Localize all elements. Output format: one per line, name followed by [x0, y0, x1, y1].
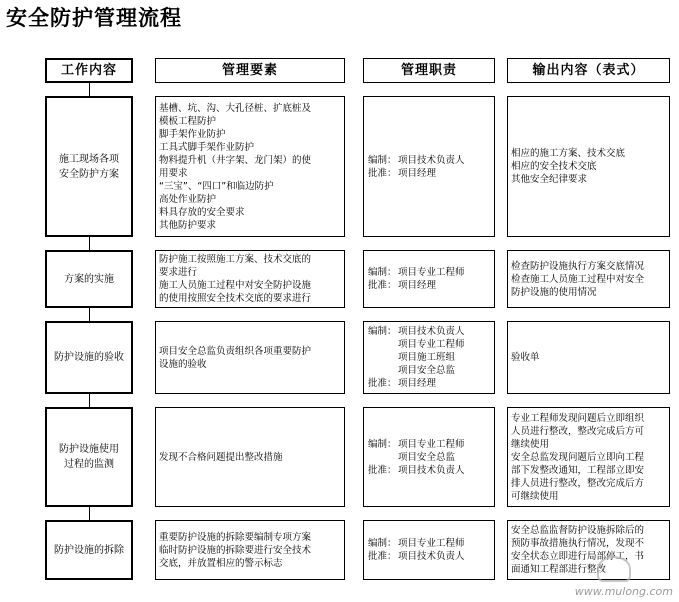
- output-line: 面通知工程部进行整改: [511, 564, 607, 575]
- page-title: 安全防护管理流程: [6, 6, 182, 30]
- duty-line: [368, 154, 490, 167]
- step-box-facility-acceptance: [45, 321, 133, 394]
- output-line: 排人员进行整改，整改完成后方: [511, 477, 645, 489]
- flow-connector: [89, 308, 90, 321]
- element-line: 交底，并放置相应的警示标志: [159, 557, 283, 569]
- header-management-duty: [363, 58, 495, 83]
- output-line: 检查防护设施执行方案交底情况: [511, 260, 645, 272]
- output-line: 验收单: [511, 352, 540, 363]
- step-box-safety-plan: [45, 96, 133, 237]
- output-line: 人员进行整改，整改完成后方可: [511, 425, 645, 437]
- element-line: 工具式脚手架作业防护: [159, 141, 255, 153]
- elements-box: [155, 96, 345, 237]
- duty-line: [368, 377, 490, 390]
- duty-label: 批准：: [368, 167, 397, 179]
- duty-line: [368, 438, 490, 451]
- element-line: 其他防护要求: [159, 219, 217, 231]
- duty-line: [368, 279, 490, 292]
- output-box: [507, 250, 670, 308]
- duty-value: 项目经理: [398, 167, 437, 179]
- duty-value: 项目经理: [398, 280, 437, 291]
- duty-line: [368, 537, 490, 550]
- step-line: 防护设施使用: [59, 444, 119, 455]
- watermark-logo-icon: [597, 556, 631, 582]
- element-line: 脚手架作业防护: [159, 128, 226, 140]
- duty-label: 批准：: [368, 464, 397, 476]
- element-line: 物料提升机（井字架、龙门架）的使: [159, 154, 312, 166]
- duty-line: [368, 550, 490, 563]
- output-line: 可继续使用: [511, 490, 559, 502]
- header-work-content: [45, 58, 133, 83]
- output-line: 安全总监监督防护设施拆除后的: [511, 525, 645, 536]
- header-elements-label: 管理要素: [221, 63, 278, 78]
- element-line: 发现不合格问题提出整改措施: [159, 451, 283, 463]
- step-line: 安全防护方案: [59, 168, 119, 180]
- step-line: 防护设施的验收: [54, 352, 124, 363]
- duty-value: 项目专业工程师: [398, 339, 465, 350]
- step-line: 施工现场各项: [59, 153, 119, 165]
- duty-line: [368, 338, 490, 351]
- step-line: 方案的实施: [64, 273, 114, 285]
- duty-value: 项目技术负责人: [398, 551, 465, 562]
- step-line: 过程的监测: [64, 459, 114, 470]
- output-line: 检查施工人员施工过程中对安全: [511, 273, 645, 285]
- element-line: 项目安全总监负责组织各项重要防护: [159, 345, 312, 357]
- flow-connector: [89, 507, 90, 520]
- element-line: “三宝”、“四口”和临边防护: [159, 180, 274, 192]
- element-line: 施工人员施工过程中对安全防护设施: [159, 280, 312, 291]
- element-line: 料具存放的安全要求: [159, 206, 245, 218]
- duty-line: [368, 325, 490, 338]
- elements-box: [155, 250, 345, 308]
- duty-box: [363, 321, 495, 394]
- output-line: 安全总监发现问题后立即向工程: [511, 451, 645, 463]
- duty-value: 项目专业工程师: [398, 267, 465, 278]
- header-output-label: 输出内容（表式）: [532, 63, 645, 78]
- duty-label: 批准：: [368, 551, 397, 562]
- output-box: [507, 321, 670, 394]
- duty-line: [368, 464, 490, 477]
- duty-value: 项目安全总监: [398, 365, 456, 376]
- duty-label: 批准：: [368, 378, 397, 389]
- duty-value: 项目安全总监: [398, 451, 456, 463]
- watermark-text: www.mulong.com: [574, 585, 673, 598]
- output-line: 相应的施工方案、技术交底: [511, 148, 626, 159]
- flow-connector: [89, 394, 90, 407]
- output-line: 专业工程师发现问题后立即组织: [511, 412, 645, 424]
- step-box-plan-implementation: [45, 250, 133, 308]
- output-line: 其他安全纪律要求: [511, 174, 588, 185]
- header-duty-label: 管理职责: [400, 63, 457, 78]
- output-box: [507, 96, 670, 237]
- duty-label: 编制：: [368, 154, 397, 166]
- duty-label: [368, 364, 398, 377]
- duty-value: 项目施工班组: [398, 352, 456, 363]
- duty-label: 批准：: [368, 280, 397, 291]
- header-management-elements: [155, 58, 345, 83]
- duty-label: 编制：: [368, 326, 397, 337]
- duty-box: [363, 96, 495, 237]
- duty-label: [368, 451, 398, 464]
- output-box: [507, 520, 670, 580]
- duty-box: [363, 520, 495, 580]
- element-line: 防护施工按照施工方案、技术交底的: [159, 254, 312, 265]
- output-line: 防护设施的使用情况: [511, 286, 597, 298]
- duty-value: 项目专业工程师: [398, 438, 465, 450]
- element-line: 的使用按照安全技术交底的要求进行: [159, 293, 312, 304]
- elements-box: [155, 321, 345, 394]
- duty-label: [368, 351, 398, 364]
- header-work-label: 工作内容: [60, 63, 117, 78]
- duty-value: 项目技术负责人: [398, 326, 465, 337]
- duty-label: [368, 338, 398, 351]
- duty-label: 编制：: [368, 267, 397, 278]
- duty-line: [368, 266, 490, 279]
- element-line: 临时防护设施的拆除要进行安全技术: [159, 544, 312, 556]
- element-line: 用要求: [159, 167, 188, 179]
- duty-line: [368, 364, 490, 377]
- header-output-content: [507, 58, 670, 83]
- duty-value: 项目技术负责人: [398, 464, 465, 476]
- duty-line: [368, 351, 490, 364]
- element-line: 要求进行: [159, 267, 198, 278]
- duty-value: 项目经理: [398, 378, 437, 389]
- output-line: 部下发整改通知，工程部立即安: [511, 464, 645, 476]
- step-line: 防护设施的拆除: [54, 544, 124, 556]
- output-line: 预防事故措施执行情况，发现不: [511, 538, 645, 549]
- duty-line: [368, 451, 490, 464]
- element-line: 模板工程防护: [159, 115, 217, 127]
- elements-box: [155, 520, 345, 580]
- duty-label: 编制：: [368, 538, 397, 549]
- elements-box: [155, 407, 345, 507]
- duty-value: 项目专业工程师: [398, 538, 465, 549]
- duty-line: [368, 167, 490, 180]
- step-box-facility-removal: [45, 520, 133, 580]
- duty-box: [363, 250, 495, 308]
- step-box-usage-monitoring: [45, 407, 133, 507]
- element-line: 重要防护设施的拆除要编制专项方案: [159, 531, 312, 543]
- flow-connector: [89, 83, 90, 96]
- output-box: [507, 407, 670, 507]
- output-line: 安全状态立即进行局部停工，书: [511, 551, 645, 562]
- element-line: 设施的验收: [159, 358, 207, 370]
- output-line: 继续使用: [511, 438, 550, 450]
- output-line: 相应的安全技术交底: [511, 161, 597, 172]
- duty-box: [363, 407, 495, 507]
- element-line: 基槽、坑、沟、大孔径桩、扩底桩及: [159, 102, 312, 114]
- element-line: 高处作业防护: [159, 193, 217, 205]
- flow-connector: [89, 237, 90, 250]
- duty-label: 编制：: [368, 438, 397, 450]
- duty-value: 项目技术负责人: [398, 154, 465, 166]
